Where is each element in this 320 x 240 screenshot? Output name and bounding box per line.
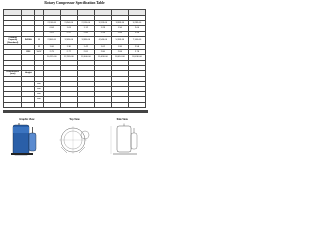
value-cell: 2.84 <box>111 50 128 55</box>
value-cell: 1.28 <box>94 26 111 31</box>
value-cell <box>43 102 60 107</box>
value-cell: 2.79 <box>43 50 60 55</box>
value-cell: 1.90 <box>111 44 128 49</box>
row-unit-cell: W <box>35 44 44 49</box>
value-cell: 1.12 <box>77 26 94 31</box>
spec-sheet-page <box>0 0 149 198</box>
document-title: Rotary Compressor Specification Table <box>44 1 105 5</box>
value-cell: 0.84 <box>43 26 60 31</box>
drawings-area <box>3 123 146 157</box>
value-cell <box>128 102 145 107</box>
view-labels <box>3 118 146 121</box>
value-cell: 15,490.00 <box>94 55 111 60</box>
value-cell: 5,395.00 <box>111 36 128 44</box>
row-label-cell <box>22 102 35 107</box>
side-view-label: Side View <box>116 118 128 121</box>
value-cell: 10,115.00 <box>43 55 60 60</box>
row-unit-cell: W <box>35 36 44 44</box>
value-cell: 2.61 <box>43 31 60 36</box>
notes-block <box>3 110 148 113</box>
value-cell: 2.58 <box>128 44 145 49</box>
graphic-view-label: Graphic View <box>19 118 35 121</box>
table-body <box>4 16 146 108</box>
value-cell: 1.42 <box>77 44 94 49</box>
row-unit-cell: mm <box>35 87 44 92</box>
row-group-cell <box>4 102 22 107</box>
row-label-cell: R32 <box>22 50 35 55</box>
value-cell: 2.80 <box>94 50 111 55</box>
value-cell: 2,190.00 <box>43 21 60 26</box>
value-cell: 3,985.00 <box>111 21 128 26</box>
table-row <box>4 36 146 44</box>
row-group-cell: Cooling Capacity (Standard) <box>4 36 22 44</box>
row-unit-cell: mm <box>35 81 44 86</box>
value-cell: 2.59 <box>94 31 111 36</box>
value-cell: 2.77 <box>60 50 77 55</box>
value-cell: 2.81 <box>77 50 94 55</box>
note-line <box>4 111 147 112</box>
row-unit-cell <box>35 102 44 107</box>
row-unit-cell: W/W <box>36 50 42 53</box>
table-row <box>4 102 146 107</box>
value-cell: 3,315.00 <box>94 21 111 26</box>
value-cell: 2,915.00 <box>77 21 94 26</box>
row-unit-cell: mm <box>35 97 44 102</box>
value-cell: 2.66 <box>111 31 128 36</box>
side-view-drawing <box>107 123 145 157</box>
row-label-cell: R410A <box>22 36 35 44</box>
value-cell: 4,540.00 <box>94 36 111 44</box>
value-cell: 3,595.00 <box>60 36 77 44</box>
value-cell: 24,430.00 <box>128 55 145 60</box>
value-cell: 3,985.00 <box>77 36 94 44</box>
value-cell: 2,650.00 <box>60 21 77 26</box>
value-cell: 2.57 <box>60 31 77 36</box>
value-cell: 2.78 <box>128 50 145 55</box>
value-cell: 12,265.00 <box>60 55 77 60</box>
row-label-cell: Height <box>22 70 35 76</box>
row-group-cell: Dimensions (mm) <box>4 70 22 76</box>
value-cell: 2.59 <box>128 31 145 36</box>
value-cell: 5,285.00 <box>128 21 145 26</box>
value-cell: 2.04 <box>128 26 145 31</box>
value-cell: 7,160.00 <box>128 36 145 44</box>
value-cell: 2,960.00 <box>43 36 60 44</box>
value-cell: 1.03 <box>60 26 77 31</box>
value-cell: 1.62 <box>94 44 111 49</box>
value-cell: 18,410.00 <box>111 55 128 60</box>
top-view-drawing <box>55 123 95 157</box>
value-cell: 1.50 <box>111 26 128 31</box>
value-cell <box>94 102 111 107</box>
value-cell: 13,600.00 <box>77 55 94 60</box>
value-cell <box>77 102 94 107</box>
value-cell: 2.60 <box>77 31 94 36</box>
value-cell <box>60 102 77 107</box>
top-view-label: Top View <box>69 118 80 121</box>
value-cell: 1.06 <box>43 44 60 49</box>
value-cell: 1.30 <box>60 44 77 49</box>
spec-table <box>3 9 146 108</box>
value-cell <box>111 102 128 107</box>
graphic-view-drawing <box>7 123 45 157</box>
row-unit-cell: mm <box>35 92 44 97</box>
